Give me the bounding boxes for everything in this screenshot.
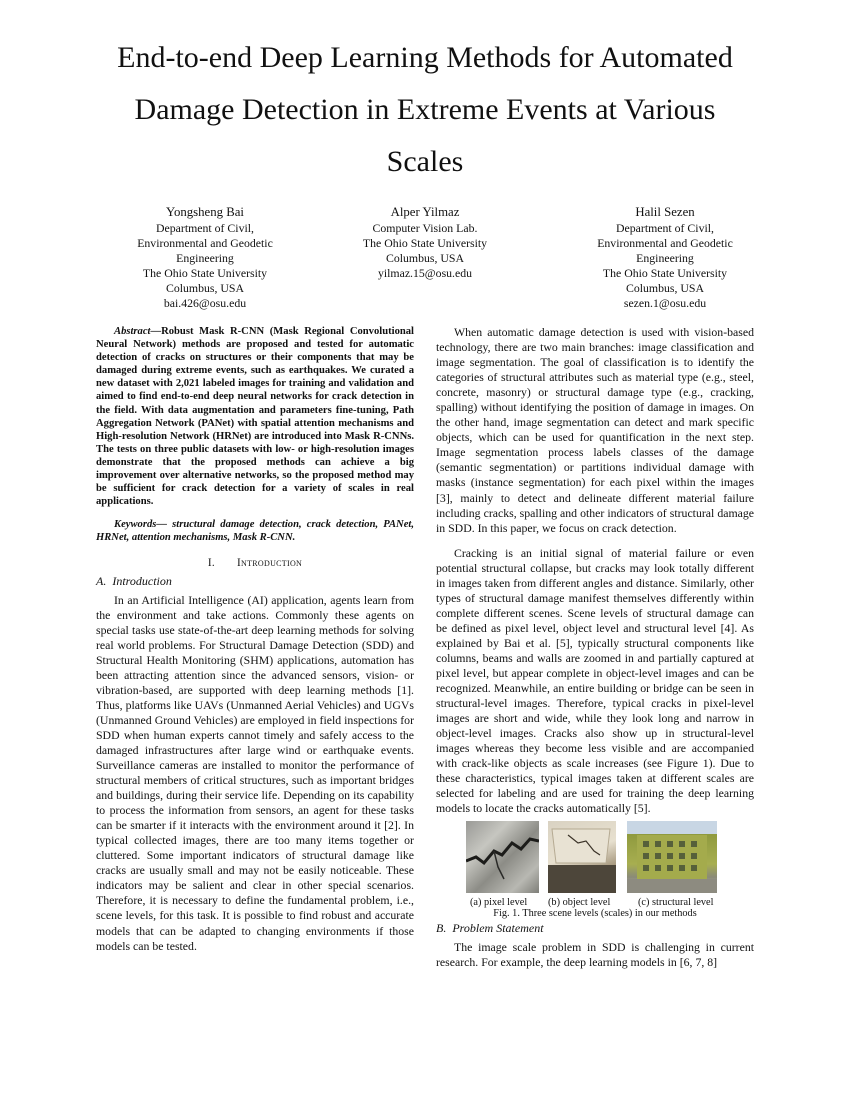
figure-1 xyxy=(436,821,754,919)
title-line: Scales xyxy=(386,145,464,178)
section-title: Introduction xyxy=(237,556,303,569)
subsection-title: Problem Statement xyxy=(452,920,544,935)
author-affiliation: The Ohio State University xyxy=(602,266,728,280)
author-name: Halil Sezen xyxy=(635,205,695,219)
subsection-title: Introduction xyxy=(112,573,172,588)
author-affiliation: Department of Civil, xyxy=(156,221,254,235)
keywords-text: structural damage detection, crack detection, PANet, HRNet, attention mechanisms, Mask R-CNN. xyxy=(96,519,414,544)
author-affiliation: Environmental and Geodetic xyxy=(137,236,273,250)
keywords-lead: Keywords xyxy=(114,519,157,531)
author-affiliation: Environmental and Geodetic xyxy=(597,236,733,250)
right-column xyxy=(436,325,754,970)
author-affiliation: Engineering xyxy=(636,251,694,265)
author-affiliation: The Ohio State University xyxy=(142,266,268,280)
subsection-heading xyxy=(96,574,414,589)
keywords: Keywords— structural damage detection, crack detection, PANet, HRNet, attention mechanisms, Mask R-CNN. xyxy=(96,519,414,544)
section-heading xyxy=(96,557,414,569)
paper-title xyxy=(60,32,790,188)
author-yilmaz xyxy=(325,203,525,281)
author-affiliation: Columbus, USA xyxy=(165,281,244,295)
author-bai xyxy=(105,203,305,311)
author-sezen xyxy=(565,203,765,311)
abstract: Abstract—Robust Mask R-CNN (Mask Regional Convolutional Neural Network) methods are proposed and tested for automatic detection of cracks on structures or their components that may be damaged during extreme events, such as earthquakes. We curated a new dataset with 2,021 labeled images for training and validation and aimed to find end-to-end deep neural networks for crack detection in the field. With data augmentation and parameters fine-tuning, Path Aggregation Network (PANet) with spatial attention mechanisms and High-resolution Network (HRNet) are introduced into Mask R-CNNs. The tests on three public datasets with low- or high-resolution images demonstrate that the proposed methods can achieve a big improvement over alternative networks, so the proposed method may be sufficient for crack detection for a variety of scales in real applications. xyxy=(96,326,414,508)
body-paragraph: When automatic damage detection is used with vision-based technology, there are two main branches: image classification and image segmentation. The goal of classification is to identify the categories of structural attributes such as material type (e.g., steel, concrete, masonry) or structural damage type (e.g., cracking, spalling) without identifying the position of damage in images. On the other hand, image segmentation can detect and mark specific objects, which can be used for quantification in the next step. Image segmentation process labels classes of the damage (semantic segmentation) or partitions individual damage with masks (instance segmentation) for each pixel within the images [3], mainly to detect and delineate different material failure including cracks, spalling and other indicators of structural damage in SDD. In this paper, we focus on crack detection. xyxy=(436,325,754,535)
author-affiliation: The Ohio State University xyxy=(362,236,488,250)
subfigure-caption: (c) structural level xyxy=(638,896,714,908)
subsection-number: A. xyxy=(96,573,107,588)
subfigure-caption: (b) object level xyxy=(548,896,611,908)
intro-paragraph: In an Artificial Intelligence (AI) application, agents learn from the environment and take actions. Commonly these agents on special tasks use state-of-the-art deep learning methods for solving real world problems. For Structural Damage Detection (SDD) and Structural Health Monitoring (SHM) applications, automation has been attracting attention since the advanced sensors, vision- or vibration-based, are supported with deep learning methods [1]. Thus, platforms like UAVs (Unmanned Aerial Vehicles) and UGVs (Unmanned Ground Vehicles) are employed in field inspections for SDD when human experts cannot timely and safely access to the damaged infrastructures after large wind or earthquake events. Surveillance cameras are installed to monitor the performance of structural members of critical structures, such as important bridges and buildings, during their service life. Depending on its capability to process the information from sensors, an agent for these tasks can be smarter if it interacts with the environment around it [2]. In typical collected images, there are too many items together or cluttered. Some important indicators of structural damage like cracks are usually small and may not be easily noticeable. These indicators may be salient and clear in other special scenarios. Therefore, it is necessary to define the fundamental problem, i.e., scene levels, for this task. It is possible to find robust and accurate models that can be adapted to changing environments if those models can be tested. xyxy=(96,592,414,953)
pixel-level-image xyxy=(466,821,539,893)
abstract-text: Robust Mask R-CNN (Mask Regional Convolutional Neural Network) methods are proposed and tested for automatic detection of cracks on structures or their components that may be damaged during extreme events, such as earthquakes. We curated a new dataset with 2,021 labeled images for training and validation and aimed to find end-to-end deep neural networks for crack detection in the field. With data augmentation and parameters fine-tuning, Path Aggregation Network (PANet) with spatial attention mechanisms and High-resolution Network (HRNet) are introduced into Mask R-CNNs. The tests on three public datasets with low- or high-resolution images demonstrate that the proposed methods can achieve a big improvement over alternative networks, so the proposed method may be sufficient for crack detection for a variety of scales in real applications. xyxy=(96,326,414,508)
author-affiliation: Columbus, USA xyxy=(625,281,704,295)
author-name: Yongsheng Bai xyxy=(166,205,244,219)
author-email: yilmaz.15@osu.edu xyxy=(377,266,473,280)
abstract-lead: Abstract xyxy=(114,326,151,337)
left-column xyxy=(96,325,414,954)
author-affiliation: Engineering xyxy=(176,251,234,265)
author-block xyxy=(60,203,790,318)
title-line: End-to-end Deep Learning Methods for Automated xyxy=(117,41,733,74)
author-email: bai.426@osu.edu xyxy=(163,296,247,310)
structural-level-image xyxy=(627,821,717,893)
author-email: sezen.1@osu.edu xyxy=(623,296,707,310)
body-paragraph: The image scale problem in SDD is challenging in current research. For example, the deep learning models in [6, 7, 8] xyxy=(436,939,754,969)
author-affiliation: Computer Vision Lab. xyxy=(372,221,478,235)
author-affiliation: Columbus, USA xyxy=(385,251,464,265)
subfigure-caption: (a) pixel level xyxy=(470,896,528,908)
subsection-heading xyxy=(436,921,754,936)
author-name: Alper Yilmaz xyxy=(390,205,460,219)
subsection-number: B. xyxy=(436,920,447,935)
object-level-image xyxy=(548,821,616,893)
title-line: Damage Detection in Extreme Events at Various xyxy=(134,93,716,126)
author-affiliation: Department of Civil, xyxy=(616,221,714,235)
figure-caption: Fig. 1. Three scene levels (scales) in our methods xyxy=(493,907,697,919)
body-paragraph: Cracking is an initial signal of material failure or even potential structural collapse, but cracks may look totally different in images taken from different angles and distance. Similarly, other types of structural damage manifest themselves differently within complete different scenes. Scene levels of structural damage can be defined as pixel level, object level and structural level [4]. As explained by Bai et al. [5], typically structural components like columns, beams and walls are zoomed in and partially captured at pixel level, but appear complete in object-level images and can be recognized. Meanwhile, an entire building or bridge can be seen in structural-level images. Therefore, typical cracks in pixel-level images are short and wide, while they look long and narrow in object-level images. Cracks also show up in structural-level images whereas they become less visible and are accompanied with crack-like objects as scale increases (see Figure 1). Due to these characteristics, typical images taken at different scales are selected for labeling and are used for training the deep learning models to locate the cracks automatically [5]. xyxy=(436,545,754,816)
section-number: I. xyxy=(207,556,215,569)
